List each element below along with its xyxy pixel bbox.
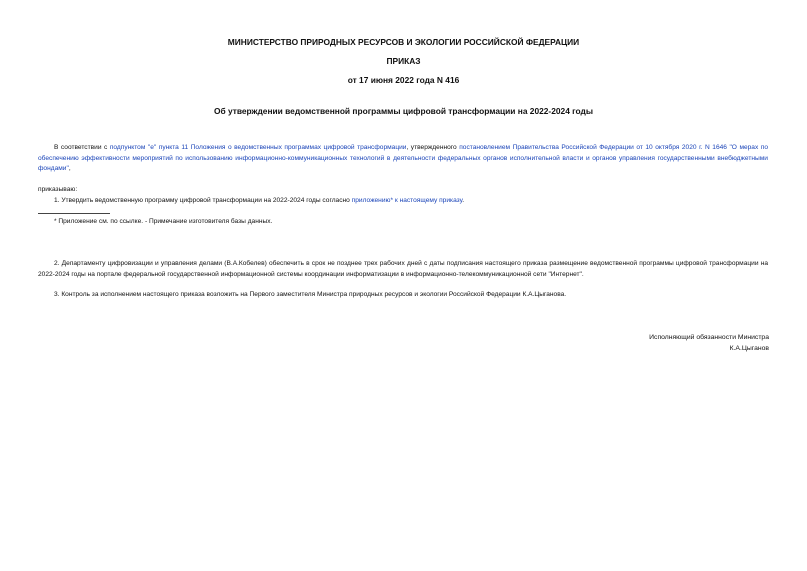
signature-name: К.А.Цыганов (729, 345, 769, 352)
order-word: приказываю: (38, 186, 78, 193)
appendix-link[interactable]: приложению* к настоящему приказу (351, 197, 463, 204)
ministry-title: МИНИСТЕРСТВО ПРИРОДНЫХ РЕСУРСОВ И ЭКОЛОГИИ РОССИЙСКОЙ ФЕДЕРАЦИИ (227, 37, 580, 47)
item-2: 2. Департаменту цифровизации и управления делами (В.А.Кобелев) обеспечить в срок не позднее трех рабочих дней с даты подписания настоящего приказа размещение ведомственной программы цифровой трансформации на 2022-2024 годы на портале федеральной государственной информационной системы координации информатизации в информационно-телекоммуникационной сети "Интернет". (38, 260, 768, 278)
signature-block (469, 332, 769, 354)
doc-subject: Об утверждении ведомственной программы цифровой трансформации на 2022-2024 годы (213, 106, 594, 116)
government-decree-link[interactable]: постановлением Правительства Российской Федерации от 10 октября 2020 г. N 1646 "О мерах по обеспечению эффективности мероприятий по использованию информационно-коммуникационных технологий в деятельности федеральных органов исполнительной власти и органов управления государственными внебюджетными фондами" (38, 144, 769, 173)
doc-type: ПРИКАЗ (386, 56, 421, 66)
preamble-intro: В соответствии с (54, 144, 110, 151)
regulation-subclause-link[interactable]: подпунктом "е" пункта 11 Положения о ведомственных программах цифровой трансформации (109, 144, 407, 151)
footnote: * Приложение см. по ссылке. - Примечание изготовителя базы данных. (54, 218, 273, 225)
preamble-mid: , утвержденного (406, 144, 460, 151)
doc-date: от 17 июня 2022 года N 416 (347, 75, 460, 85)
footnote-divider (38, 213, 110, 214)
signature-position: Исполняющий обязанности Министра (649, 334, 769, 341)
preamble-paragraph (38, 143, 768, 175)
item-3: 3. Контроль за исполнением настоящего приказа возложить на Первого заместителя Министра природных ресурсов и экологии Российской Федерации К.А.Цыганова. (54, 291, 567, 298)
preamble-tail: , (68, 165, 71, 173)
item-1-tail: . (462, 197, 465, 204)
item-1 (38, 196, 768, 207)
item-1-text: 1. Утвердить ведомственную программу цифровой трансформации на 2022-2024 годы согласно (54, 197, 352, 204)
